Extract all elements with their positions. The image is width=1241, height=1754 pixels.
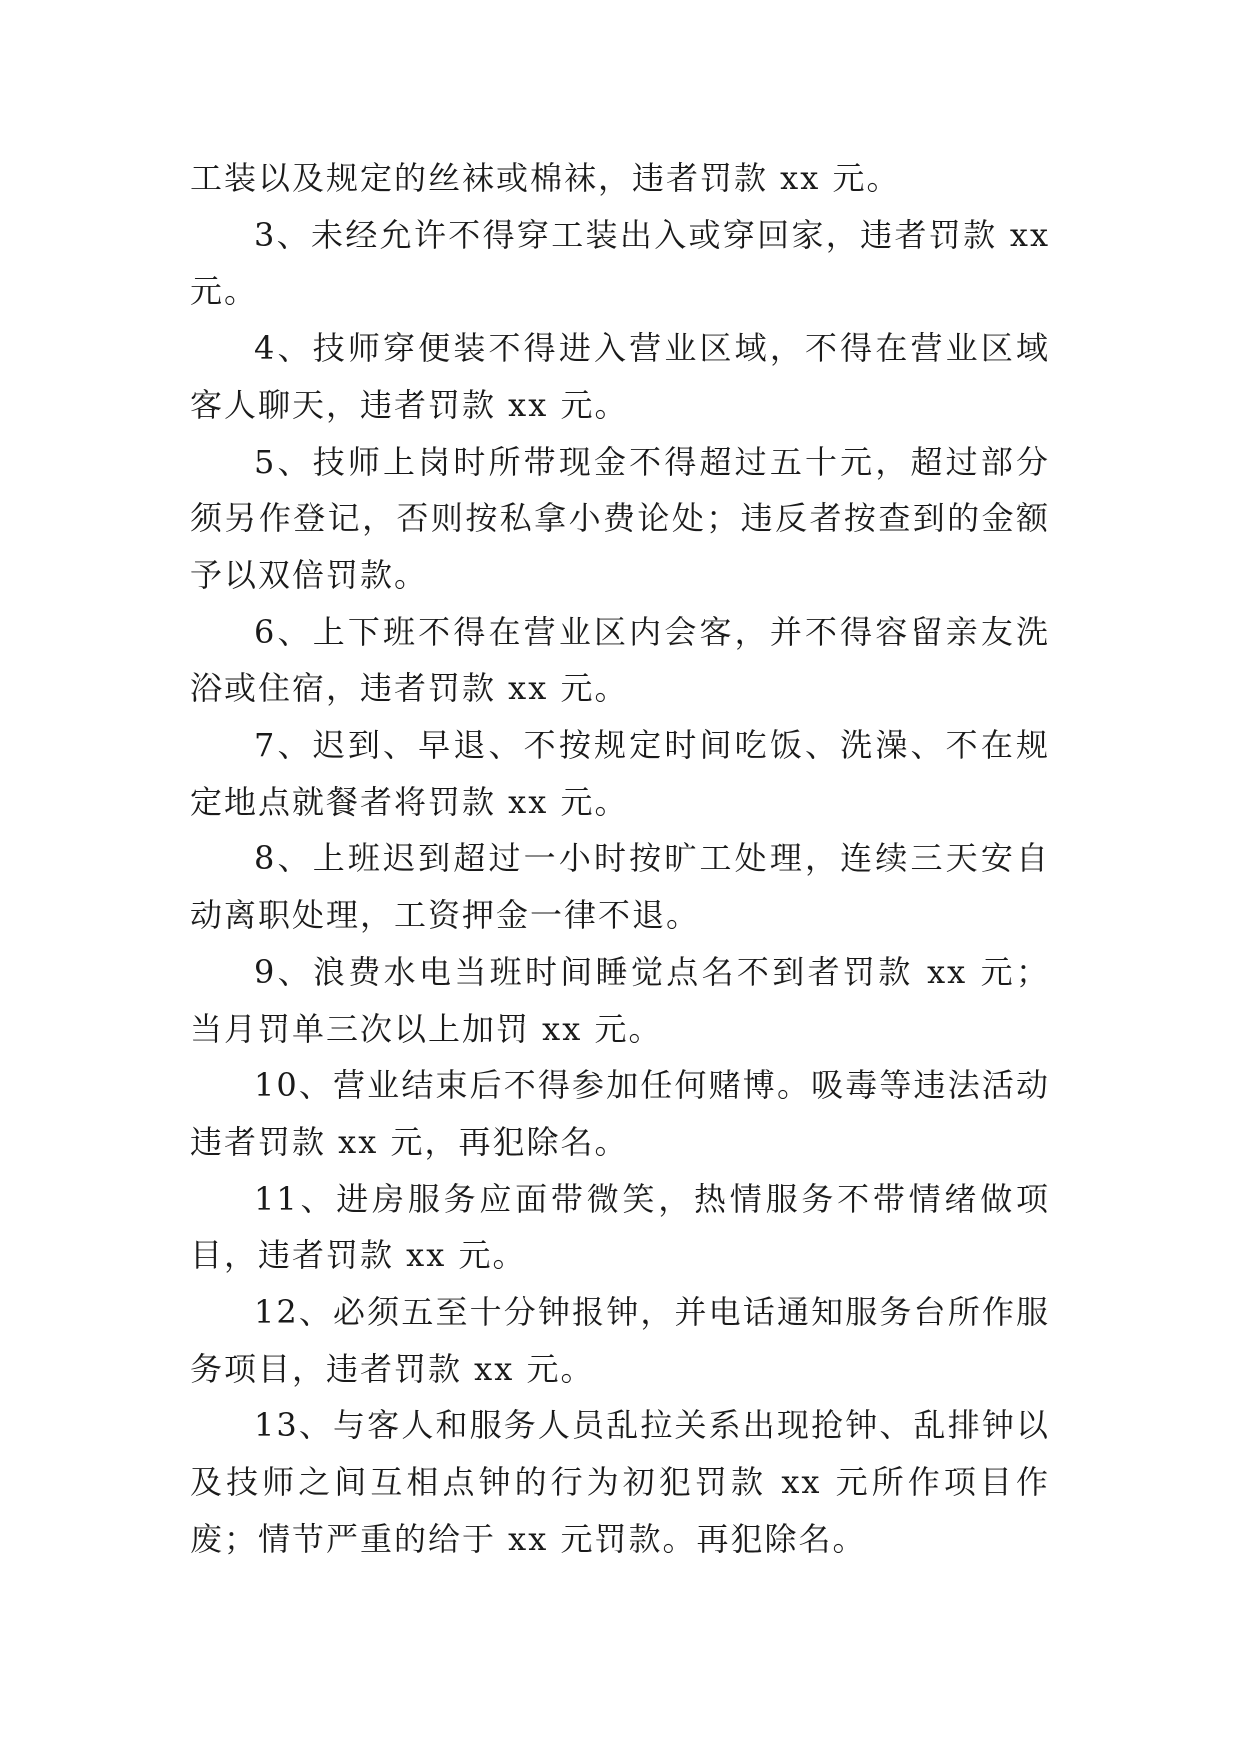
document-body <box>190 150 1063 1568</box>
paragraph-rule-8: 8、上班迟到超过一小时按旷工处理，连续三天安自动离职处理，工资押金一律不退。 <box>190 839 1050 935</box>
paragraph-rule-4: 4、技师穿便装不得进入营业区域，不得在营业区域客人聊天，违者罚款 xx 元。 <box>190 329 1050 424</box>
paragraph-rule-11: 11、进房服务应面带微笑，热情服务不带情绪做项目，违者罚款 xx 元。 <box>190 1179 1050 1275</box>
paragraph-rule-5: 5、技师上岗时所带现金不得超过五十元，超过部分须另作登记，否则按私拿小费论处；违反者按查到的金额予以双倍罚款。 <box>190 442 1050 594</box>
paragraph-rule-13: 13、与客人和服务人员乱拉关系出现抢钟、乱排钟以及技师之间互相点钟的行为初犯罚款 xx 元所作项目作废；情节严重的给于 xx 元罚款。再犯除名。 <box>190 1406 1050 1558</box>
paragraph-rule-7: 7、迟到、早退、不按规定时间吃饭、洗澡、不在规定地点就餐者将罚款 xx 元。 <box>190 726 1050 821</box>
paragraph-rule-9: 9、浪费水电当班时间睡觉点名不到者罚款 xx 元；当月罚单三次以上加罚 xx 元。 <box>190 952 1050 1048</box>
paragraph-rule-12: 12、必须五至十分钟报钟，并电话通知服务台所作服务项目，违者罚款 xx 元。 <box>190 1293 1050 1388</box>
paragraph-rule-6: 6、上下班不得在营业区内会客，并不得容留亲友洗浴或住宿，违者罚款 xx 元。 <box>190 612 1050 708</box>
paragraph-rule-10: 10、营业结束后不得参加任何赌博。吸毒等违法活动违者罚款 xx 元，再犯除名。 <box>190 1066 1050 1161</box>
paragraph-rule-3: 3、未经允许不得穿工装出入或穿回家，违者罚款 xx 元。 <box>190 215 1063 311</box>
paragraph-continuation: 工装以及规定的丝袜或棉袜，违者罚款 xx 元。 <box>190 159 901 197</box>
